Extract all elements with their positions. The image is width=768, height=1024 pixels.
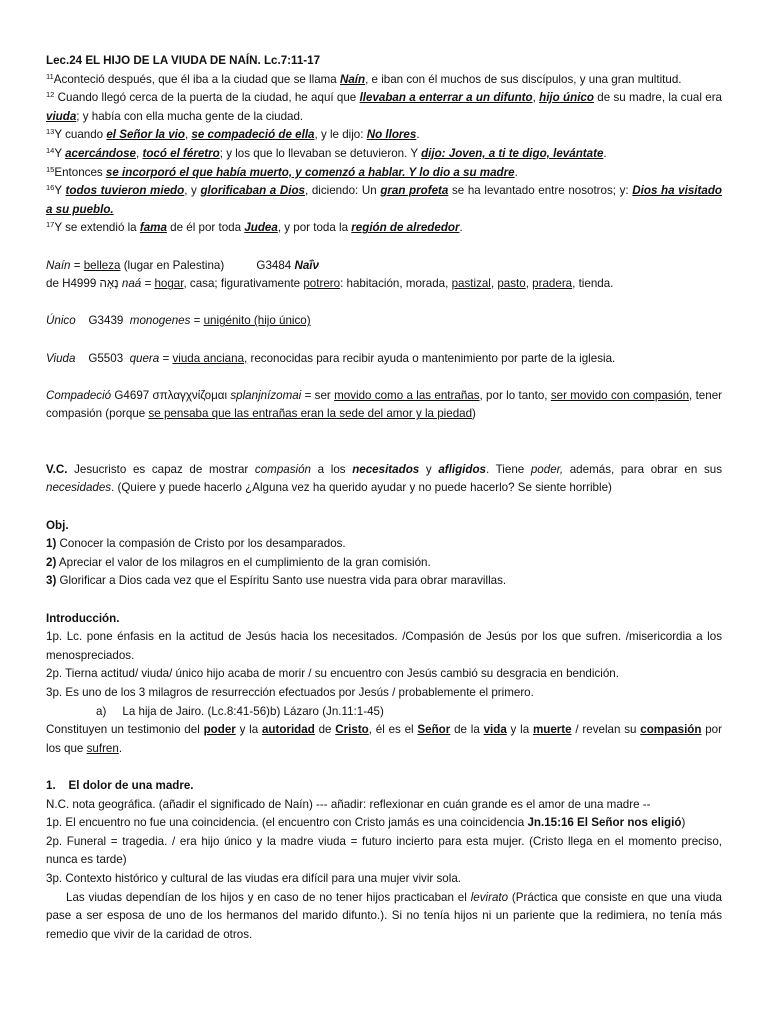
lesson-title: Lec.24 EL HIJO DE LA VIUDA DE NAÍN. Lc.7:11-17 xyxy=(46,54,321,67)
section1-p2: 2p. Funeral = tragedia. / era hijo único y la madre viuda = futuro incierto para esta mujer. (Cristo llega en el momento preciso, nunca es tarde) xyxy=(46,834,722,867)
section1-p4: Las viudas dependían de los hijos y en caso de no tener hijos practicaban el levirato (Práctica que consiste en que una viuda pase a ser esposa de uno de los hermanos del marido difunto.). Si no tenía hijos ni un pariente que la redimiera, no tenía más remedio que vivir de la caridad de otros. xyxy=(46,890,723,941)
obj-heading: Obj. xyxy=(46,518,69,532)
verse-14: $^{14}$Y acercándose, tocó el féretro; y los que lo llevaban se detuvieron. Y dijo: Joven, a ti te digo, levántate. xyxy=(46,145,607,160)
verse-12: $^{12}$ Cuando llegó cerca de la puerta de la ciudad, he aquí que llevaban a enterrar a un difunto, hijo único de su madre, la cual era viuda; y había con ella mucha gente de la ciudad. xyxy=(46,90,723,123)
verse-11: $^{11}$Aconteció después, que él iba a la ciudad que se llama Naín, e iban con él muchos de sus discípulos, y una gran multitud. xyxy=(46,71,682,86)
word-compadecio: Compadeció G4697 σπλαγχνίζομαι splanjnízomai = ser movido como a las entrañas, por lo tanto, ser movido con compasión, tener compasión (porque se pensaba que las entrañas eran la sede del amor y la piedad) xyxy=(46,388,723,421)
intro-p1: 1p. Lc. pone énfasis en la actitud de Jesús hacia los necesitados. /Compasión de Jesús por los que sufren. /misericordia a los menospreciados. xyxy=(46,630,722,662)
verse-15: $^{15}$Entonces se incorporó el que había muerto, y comenzó a hablar. Y lo dio a su madre. xyxy=(46,164,518,179)
verse-17: $^{17}$Y se extendió la fama de él por toda Judea, y por toda la región de alrededor. xyxy=(46,220,463,235)
intro-p2: 2p. Tierna actitud/ viuda/ único hijo acaba de morir / su encuentro con Jesús cambió su desgracia en bendición. xyxy=(46,667,619,681)
section1-p1: 1p. El encuentro no fue una coincidencia. (el encuentro con Cristo jamás es una coincidencia Jn.15:16 El Señor nos eligió) xyxy=(46,816,686,830)
word-viuda: Viuda G5503 quera = viuda anciana, reconocidas para recibir ayuda o mantenimiento por parte de la iglesia. xyxy=(46,351,616,365)
vc-paragraph: V.C. Jesucristo es capaz de mostrar compasión a los necesitados y afligidos. Tiene poder, además, para obrar en sus necesidades. (Quiere y puede hacerlo ¿Alguna vez ha querido ayudar y no puede hacerlo? Se siente horrible) xyxy=(46,462,722,495)
intro-heading: Introducción. xyxy=(46,611,120,625)
verse-16: $^{16}$Y todos tuvieron miedo, y glorificaban a Dios, diciendo: Un gran profeta se ha levantado entre nosotros; y: Dios ha visitado a su pueblo. xyxy=(46,183,722,216)
word-unico: Único G3439 monogenes = unigénito (hijo único) xyxy=(46,314,311,328)
intro-p3: 3p. Es uno de los 3 milagros de resurrección efectuados por Jesús / probablemente el primero. xyxy=(46,686,534,699)
section1-nc: N.C. nota geográfica. (añadir el significado de Naín) --- añadir: reflexionar en cuán grande es el amor de una madre -- xyxy=(46,797,651,811)
obj-item-1: 1) Conocer la compasión de Cristo por los desamparados. xyxy=(46,537,346,551)
word-naa: de H4999 נָאָה naá = hogar, casa; figurativamente potrero: habitación, morada, pastizal, pasto, pradera, tienda. xyxy=(46,277,614,291)
section1-heading: 1. El dolor de una madre. xyxy=(46,778,194,792)
obj-item-2: 2) Apreciar el valor de los milagros en el cumplimiento de la gran comisión. xyxy=(46,555,431,569)
obj-item-3: 3) Glorificar a Dios cada vez que el Espíritu Santo use nuestra vida para obrar maravillas. xyxy=(46,574,507,588)
intro-sub: a) La hija de Jairo. (Lc.8:41-56)b) Lázaro (Jn.11:1-45) xyxy=(96,704,384,718)
intro-conclusion: Constituyen un testimonio del poder y la autoridad de Cristo, él es el Señor de la vida y la muerte / revelan su compasión por los que sufren. xyxy=(46,723,722,755)
section1-p3: 3p. Contexto histórico y cultural de las viudas era difícil para una mujer vivir sola. xyxy=(46,871,461,885)
word-nain: Naín = belleza (lugar en Palestina) G3484 Naΐν xyxy=(46,258,319,272)
verse-13: $^{13}$Y cuando el Señor la vio, se compadeció de ella, y le dijo: No llores. xyxy=(46,127,420,142)
